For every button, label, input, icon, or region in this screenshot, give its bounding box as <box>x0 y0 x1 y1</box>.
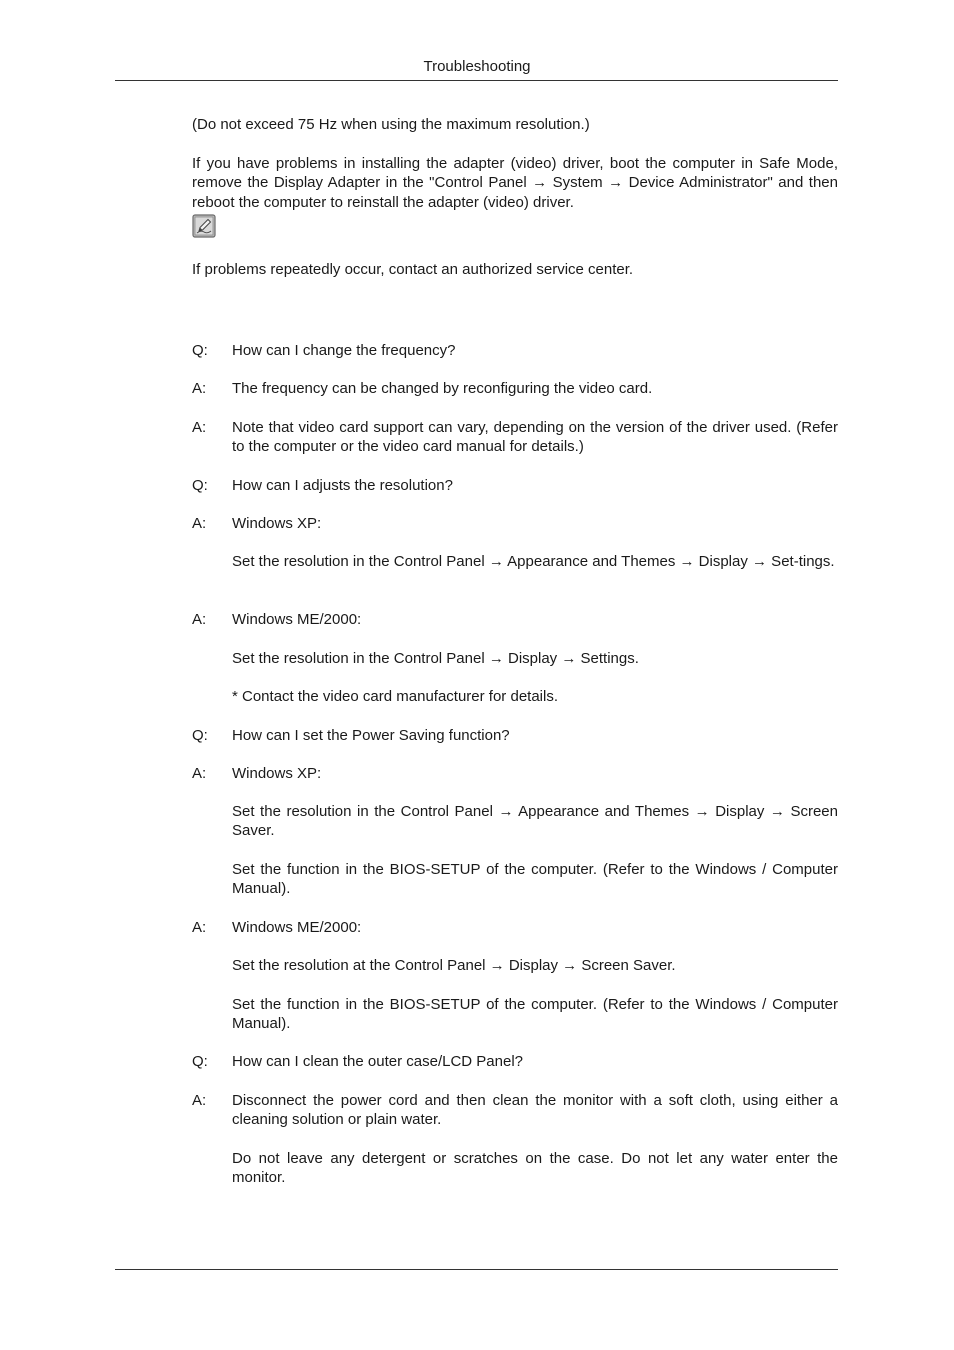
answer-label: A: <box>192 765 207 782</box>
question-label: Q: <box>192 727 208 744</box>
answer-label: A: <box>192 1092 207 1109</box>
answer-3-detail-1: Set the resolution in the Control Panel → Appearance and Themes → Display → Screen Saver. <box>232 803 838 840</box>
answer-4: Disconnect the power cord and then clean the monitor with a soft cloth, using either a cleaning solution or plain water. <box>232 1092 838 1129</box>
question-2: How can I adjusts the resolution? <box>232 477 453 494</box>
answer-label: A: <box>192 380 207 397</box>
answer-3-detail-2: Set the function in the BIOS-SETUP of the computer. (Refer to the Windows / Computer Manual). <box>232 861 838 898</box>
answer-1b: Note that video card support can vary, depending on the version of the driver used. (Refer to the computer or the video card manual for details.) <box>232 419 838 456</box>
question-label: Q: <box>192 1053 208 1070</box>
answer-3b-detail-1: Set the resolution at the Control Panel → Display → Screen Saver. <box>232 957 676 974</box>
answer-2: Windows XP: <box>232 515 322 532</box>
question-4: How can I clean the outer case/LCD Panel? <box>232 1053 523 1070</box>
answer-label: A: <box>192 419 207 436</box>
intro-paragraph-2: If you have problems in installing the adapter (video) driver, boot the computer in Safe Mode, remove the Display Adapter in the "Control Panel → System → Device Administrator" and then reboot the computer to reinstall the adapter (video) driver. <box>192 155 838 211</box>
answer-2b-detail: Set the resolution in the Control Panel → Display → Settings. <box>232 650 639 667</box>
question-3: How can I set the Power Saving function? <box>232 727 510 744</box>
answer-2b: Windows ME/2000: <box>232 611 362 628</box>
answer-2b-note: * Contact the video card manufacturer for details. <box>232 688 559 705</box>
question-label: Q: <box>192 342 208 359</box>
page-header-title: Troubleshooting <box>423 58 531 75</box>
answer-label: A: <box>192 919 207 936</box>
answer-4-detail: Do not leave any detergent or scratches on the case. Do not let any water enter the monitor. <box>232 1150 838 1187</box>
answer-label: A: <box>192 611 207 628</box>
question-label: Q: <box>192 477 208 494</box>
header-divider <box>115 80 838 81</box>
intro-paragraph-3: If problems repeatedly occur, contact an authorized service center. <box>192 261 634 278</box>
answer-3b-detail-2: Set the function in the BIOS-SETUP of the computer. (Refer to the Windows / Computer Manual). <box>232 996 838 1033</box>
answer-label: A: <box>192 515 207 532</box>
intro-paragraph-1: (Do not exceed 75 Hz when using the maximum resolution.) <box>192 116 590 133</box>
answer-2-detail: Set the resolution in the Control Panel → Appearance and Themes → Display → Set-tings. <box>232 553 835 570</box>
question-1: How can I change the frequency? <box>232 342 456 359</box>
answer-3b: Windows ME/2000: <box>232 919 362 936</box>
footer-divider <box>115 1269 838 1270</box>
answer-1: The frequency can be changed by reconfiguring the video card. <box>232 380 653 397</box>
answer-3: Windows XP: <box>232 765 322 782</box>
note-pencil-icon <box>192 214 216 238</box>
